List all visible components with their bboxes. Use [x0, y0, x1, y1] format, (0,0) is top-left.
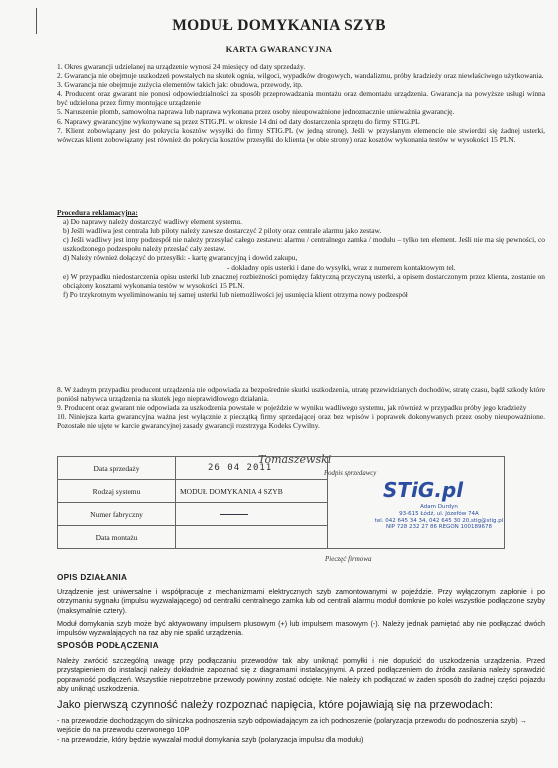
wire-notes	[57, 716, 537, 744]
term-item: 5. Naruszenie plomb, samowolna naprawa lub naprawa wykonana przez osoby nieupoważnione jednoznacznie unieważnia gwarancję.	[57, 107, 455, 117]
wire-note: - na przewodzie, który będzie wywzalał moduł domykania szyb (polaryzacja impulsu dla modułu)	[57, 734, 364, 744]
document-subtitle: KARTA GWARANCYJNA	[225, 44, 333, 54]
warranty-terms-continued	[57, 385, 545, 430]
procedure-subitem: - dokładny opis usterki i dane do wysyłki, wraz z numerem kontaktowym tel.	[227, 262, 456, 272]
term-item: 6. Naprawy gwarancyjne wykonywane są przez STIG.PL w okresie 14 dni od daty dostarczenia sprzętu do firmy STIG.PL	[57, 116, 420, 126]
form-label: Rodzaj systemu	[58, 480, 176, 503]
complaint-procedure	[57, 208, 545, 299]
company-stamp-logo: STiG.pl	[383, 478, 464, 502]
install-date-value	[176, 526, 328, 549]
term-item: 10. Niniejsza karta gwarancyjna ważna jest wyłącznie z pieczątką firmy sprzedającej oraz bez wpisów i poprawek dokonywanych przez osoby nieupoważnione. Pozostałe nie ujęte w karcie gwarancyjnej zasady gwarancji rozstrzyga Kodeks Cywilny.	[57, 412, 545, 431]
section-body-connection: Należy zwrócić szczególną uwagę przy podłączaniu przewodów tak aby uniknąć pomyłki i nie dopuścić do uszkodzenia urządzenia. Przed przystąpieniem do instalacji należy dokładnie zapoznać się z diagramami instalacyjnymi. A przed podłączeniem do źródła zasilania należy sprawdzić poprawność podłączeń. Wszystkie niepotrzebne przewody powinny zostać odcięte. Nie należy ich podłączać w żaden sposób do żadnej części pojazdu aby uniknąć uszkodzenia.	[57, 656, 545, 693]
term-item: 8. W żadnym przypadku producent urządzenia nie odpowiada za bezpośrednie skutki uszkodzenia, utratę przewidzianych dochodów, stratę czasu, bądź szkody które poniósł nabywca urządzenia na skutek jego nieprawidłowego działania.	[57, 385, 545, 404]
serial-number-value	[176, 503, 328, 526]
term-item: 3. Gwarancja nie obejmuje zużycia elementów takich jak: obudowa, przewody, itp.	[57, 80, 303, 90]
procedure-item: c) Jeśli wadliwy jest inny podzespół nie należy przesyłać całego zestawu: alarmu / centralnego zamka / modułu – tylko ten element. Jeśli nie ma się pewności, co uszkodzonego podzespołu należy przesłać cały zestaw.	[63, 235, 545, 254]
procedure-item: e) W przypadku niedostarczenia opisu usterki lub znacznej rozbieżności pomiędzy faktyczną przyczyną usterki, a opisem dostarczonym przez klienta, zostanie on obciążony kosztami wykonania testów w wysokości 15 PLN.	[63, 271, 545, 290]
warranty-form-table	[57, 456, 505, 549]
term-item: 7. Klient zobowiązany jest do pokrycia kosztów wysyłki do firmy STIG.PL (w jedną stronę). Jeśli w przysłanym elemencie nie stwierdzi się żadnej usterki, wówczas klient zobowiązany jest również do pokrycia kosztów przesyłki do klienta (w obie strony) oraz kosztów wykonania testów w wysokości 15 PLN.	[57, 125, 545, 144]
procedure-item: a) Do naprawy należy dostarczyć wadliwy element systemu.	[63, 217, 242, 227]
procedure-item: f) Po trzykrotnym wyeliminowaniu tej samej usterki lub niemożliwości jej usunięcia klient otrzyma nowy podzespół	[63, 289, 408, 299]
sale-date-value: 26 04 2011	[176, 457, 328, 480]
wire-note: - na przewodzie dochodzącym do silniczka podnoszenia szyb odpowiadającym za ich podnoszenie (polaryzacja przewodu do podnoszenia szyb) → wejście do na przewodu czerwonego 10P	[57, 716, 527, 735]
procedure-item: d) Należy również dołączyć do przesyłki: - kartę gwarancyjną i dowód zakupu,	[63, 253, 298, 263]
handwritten-dash	[220, 514, 248, 515]
term-item: 9. Producent oraz gwarant nie odpowiada za uszkodzenia powstałe w pojeździe w wyniku wadliwego systemu, jak również w przypadku próby jego kradzieży	[57, 403, 527, 413]
section-title-operation: OPIS DZIAŁANIA	[57, 573, 128, 582]
procedure-item: b) Jeśli wadliwa jest centrala lub piloty należy zawsze dostarczyć 2 piloty oraz centrale alarmu jako zestaw.	[63, 226, 382, 236]
term-item: 1. Okres gwarancji udzielanej na urządzenie wynosi 24 miesięcy od daty sprzedaży.	[57, 62, 306, 71]
system-type-value: MODUŁ DOMYKANIA 4 SZYB	[176, 480, 328, 503]
form-label: Data sprzedaży	[58, 457, 176, 480]
voltage-warning: Jako pierwszą czynność należy rozpoznać napięcia, które pojawiają się na przewodach:	[57, 699, 493, 711]
form-label: Numer fabryczny	[58, 503, 176, 526]
form-label: Data montażu	[58, 526, 176, 549]
term-item: 2. Gwarancja nie obejmuje uszkodzeń powstałych na skutek ognia, wilgoci, wypadków drogowych, wandalizmu, próby kradzieży oraz niewłaściwego użytkowania.	[57, 71, 544, 81]
seller-signature: Tomaszewski	[258, 453, 332, 466]
stamp-caption: Pieczęć firmowa	[325, 555, 372, 563]
procedure-title: Procedura reklamacyjna:	[57, 208, 138, 217]
document-title: MODUŁ DOMYKANIA SZYB	[172, 17, 386, 34]
section-body-operation: Urządzenie jest uniwersalne i współpracuje z mechanizmami elektrycznych szyb zamontowanymi w pojeździe. Przy wyłączonym zapłonie i po otrzymaniu sygnału (impulsu wyzwalającego) od centralki centralnego zamka lub od centrali alarmu moduł domknie po kolei wszystkie podłączone szyby (maksymalnie cztery). Moduł domykania szyb może być aktywowany impulsem plusowym (+) lub impulsem masowym (-). Należy jednak pamiętać aby nie podłączać dwóch impulsów wyzwalających na raz aby nie spalić urządzenia.	[57, 587, 545, 638]
section-title-connection: SPOSÓB PODŁĄCZENIA	[57, 641, 159, 650]
company-stamp-text: Adam Durdyn 93-615 Łódź, ul. Józefów 74A tel. 042 645 34 34, 042 645 30 20,stig@stig.pl NIP 728 232 27 86 REGON 100189678	[374, 504, 504, 531]
term-item: 4. Producent oraz gwarant nie ponosi odpowiedzialności za sposób przeprowadzania montażu oraz demontażu urządzenia. Gwarancja na powyższe usługi winna być udzielona przez firmy montujące urządzenie	[57, 89, 545, 108]
warranty-terms	[57, 62, 545, 144]
signature-caption: Podpis sprzedawcy	[324, 470, 377, 477]
